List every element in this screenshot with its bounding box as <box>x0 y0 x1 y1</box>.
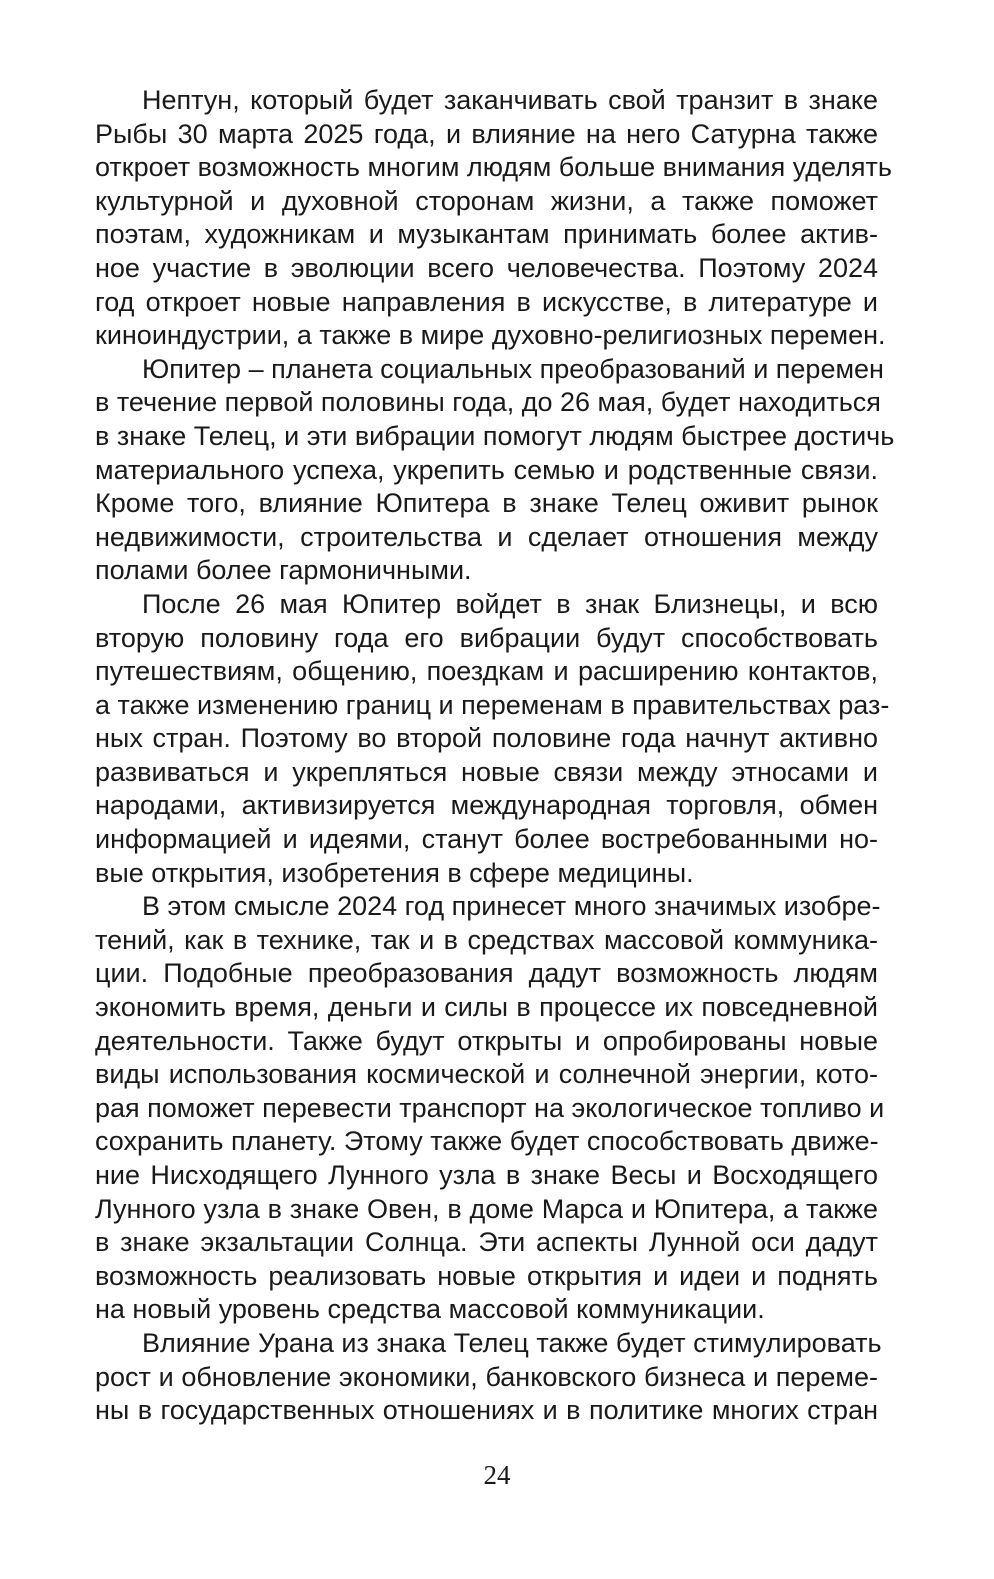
text-line: а также изменению границ и переменам в правительствах раз- <box>95 689 890 720</box>
paragraph-inventions <box>95 890 885 1327</box>
text-line: в знаке экзальтации Солнца. Эти аспекты Лунной оси дадут <box>95 1227 878 1258</box>
text-line: откроет возможность многим людям больше внимания уделять <box>95 152 892 183</box>
text-line: материального успеха, укрепить семью и родственные связи. <box>95 454 878 485</box>
text-line: Нептун, который будет заканчивать свой транзит в знаке <box>142 85 878 115</box>
text-line: ное участие в эволюции всего человечества. Поэтому 2024 <box>95 252 878 283</box>
text-line: рост и обновление экономики, банковского бизнеса и переме- <box>95 1361 878 1392</box>
text-line: народами, активизируется международная торговля, обмен <box>95 790 878 821</box>
page-number: 24 <box>483 1460 511 1490</box>
text-line: киноиндустрии, а также в мире духовно-религиозных перемен. <box>95 320 886 351</box>
text-line: в знаке Телец, и эти вибрации помогут людям быстрее достичь <box>95 420 895 451</box>
text-line: вые открытия, изобретения в сфере медицины. <box>95 857 694 888</box>
text-line: ние Нисходящего Лунного узла в знаке Весы и Восходящего <box>95 1160 878 1190</box>
text-line: Кроме того, влияние Юпитера в знаке Телец оживит рынок <box>95 488 878 519</box>
text-line: ных стран. Поэтому во второй половине года начнут активно <box>95 723 878 754</box>
text-line: сохранить планету. Этому также будет способствовать движе- <box>95 1126 879 1157</box>
text-line: развиваться и укрепляться новые связи между этносами и <box>95 756 878 787</box>
text-line: ны в государственных отношениях и в политике многих стран <box>95 1395 878 1426</box>
text-line: После 26 мая Юпитер войдет в знак Близнецы, и всю <box>142 588 878 619</box>
text-line: ции. Подобные преобразования дадут возможность людям <box>95 958 878 989</box>
text-line: год откроет новые направления в искусстве, в литературе и <box>95 286 878 317</box>
text-line: деятельности. Также будут открыты и опробированы новые <box>95 1025 878 1056</box>
text-line: виды использования космической и солнечной энергии, кото- <box>95 1059 878 1090</box>
text-line: поэтам, художникам и музыкантам принимать более актив- <box>95 219 878 250</box>
paragraph-uranus <box>95 1327 882 1428</box>
text-line: путешествиям, общению, поездкам и расширению контактов, <box>95 656 878 687</box>
text-line: В этом смысле 2024 год принесет много значимых изобре- <box>142 891 881 922</box>
text-line: в течение первой половины года, до 26 мая, будет находиться <box>95 387 881 418</box>
text-line: вторую половину года его вибрации будут способствовать <box>95 622 878 653</box>
text-line: тений, как в технике, так и в средствах массовой коммуника- <box>95 924 878 955</box>
body-text <box>95 84 895 1428</box>
paragraph-neptune <box>95 84 892 353</box>
paragraph-jupiter-gemini <box>95 588 890 890</box>
text-line: недвижимости, строительства и сделает отношения между <box>95 521 878 552</box>
text-line: культурной и духовной сторонам жизни, а также поможет <box>95 185 878 216</box>
text-line: Юпитер – планета социальных преобразований и перемен <box>142 353 884 384</box>
text-line: рая поможет перевести транспорт на экологическое топливо и <box>95 1092 885 1123</box>
text-line: Лунного узла в знаке Овен, в доме Марса и Юпитера, а также <box>95 1193 878 1224</box>
text-line: полами более гармоничными. <box>95 555 472 586</box>
text-line: на новый уровень средства массовой коммуникации. <box>95 1294 765 1325</box>
text-line: экономить время, деньги и силы в процессе их повседневной <box>95 992 878 1023</box>
text-line: возможность реализовать новые открытия и идеи и поднять <box>95 1260 878 1291</box>
text-line: Влияние Урана из знака Телец также будет стимулировать <box>142 1327 882 1358</box>
text-line: информацией и идеями, станут более востребованными но- <box>95 824 878 855</box>
text-line: Рыбы 30 марта 2025 года, и влияние на него Сатурна также <box>95 118 878 149</box>
paragraph-jupiter-taurus <box>95 353 895 588</box>
